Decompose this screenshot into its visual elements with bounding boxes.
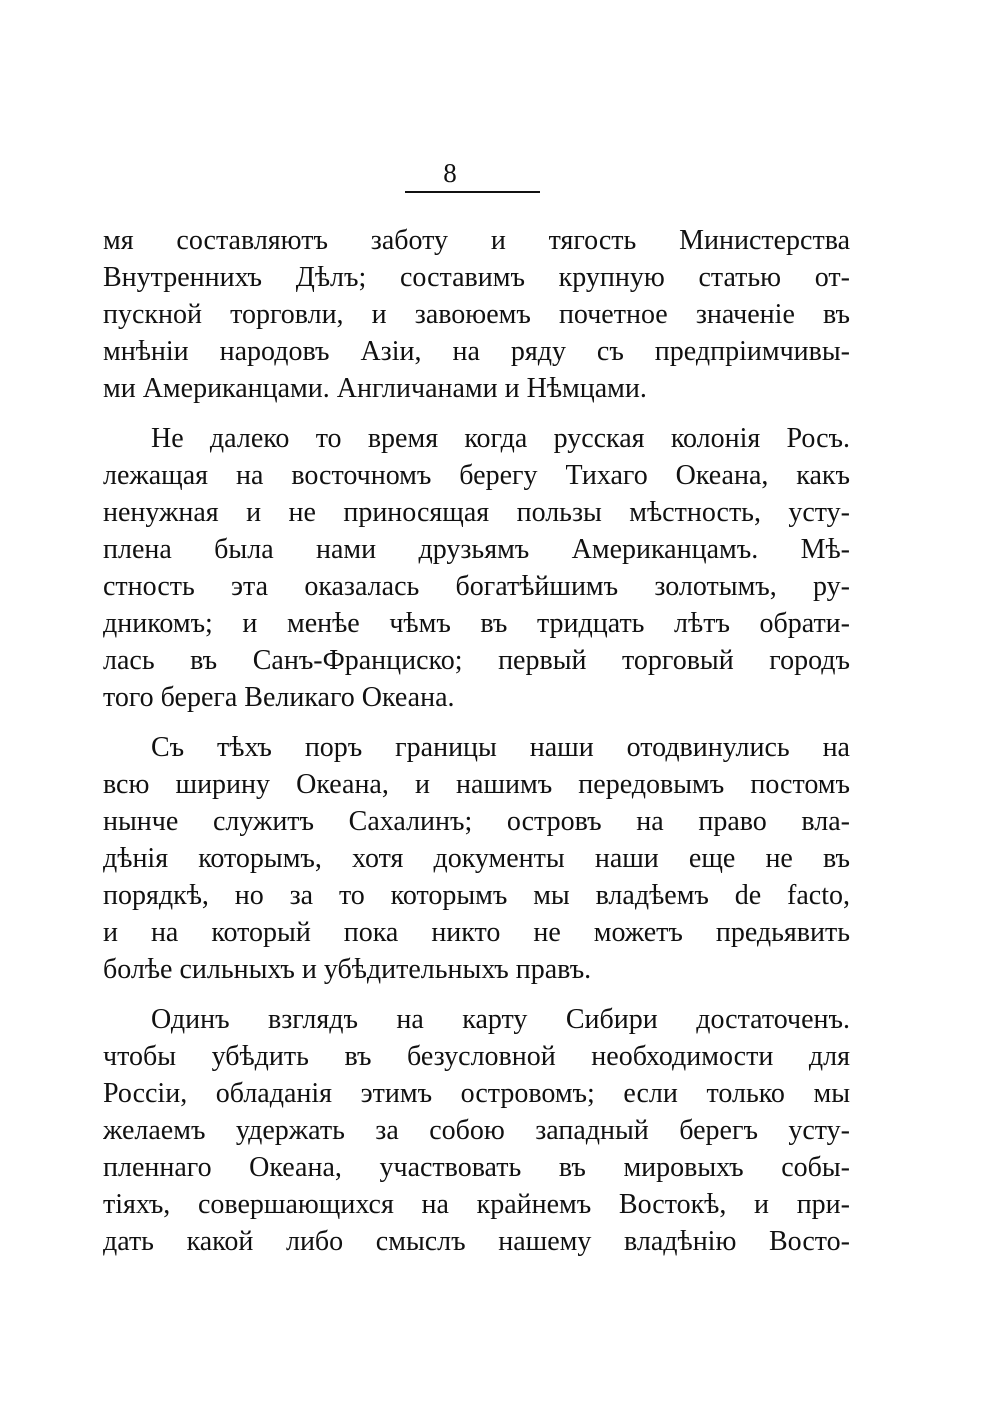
header-rule xyxy=(405,191,540,193)
text-line: того берега Великаго Океана. xyxy=(103,682,455,713)
text-line: пускной торговли, и завоюемъ почетное значенiе въ xyxy=(103,299,850,330)
text-line: дать какой либо смыслъ нашему владѣнiю Восто- xyxy=(103,1226,850,1257)
text-line: лась въ Санъ-Франциско; первый торговый городъ xyxy=(103,645,850,676)
paragraph xyxy=(103,729,850,988)
text-line: порядкѣ, но за то которымъ мы владѣемъ de facto, xyxy=(103,880,850,911)
paragraph xyxy=(103,222,850,407)
paragraph-gap xyxy=(103,716,850,729)
text-line: мя составляютъ заботу и тягость Министерства xyxy=(103,225,850,256)
text-line: дѣнiя которымъ, хотя документы наши еще не въ xyxy=(103,843,850,874)
text-line: Внутреннихъ Дѣлъ; составимъ крупную статью от- xyxy=(103,262,850,293)
text-line: Не далеко то время когда русская колонiя Росъ. xyxy=(151,423,850,454)
text-line: Съ тѣхъ поръ границы наши отодвинулись на xyxy=(151,732,850,763)
text-line: чтобы убѣдить въ безусловной необходимости для xyxy=(103,1041,850,1072)
body-text xyxy=(103,222,850,1260)
text-line: всю ширину Океана, и нашимъ передовымъ постомъ xyxy=(103,769,850,800)
text-line: тiяхъ, совершающихся на крайнемъ Востокѣ, и при- xyxy=(103,1189,850,1220)
text-line: и на который пока никто не можетъ предьявить xyxy=(103,917,850,948)
text-line: лежащая на восточномъ берегу Тихаго Океана, какъ xyxy=(103,460,850,491)
text-line: ненужная и не приносящая пользы мѣстность, усту- xyxy=(103,497,850,528)
paragraph-gap xyxy=(103,988,850,1001)
text-line: плена была нами друзьямъ Американцамъ. Мѣ- xyxy=(103,534,850,565)
text-line: ми Американцами. Англичанами и Нѣмцами. xyxy=(103,373,647,404)
page-number: 8 xyxy=(443,158,457,188)
text-line: Россiи, обладанiя этимъ островомъ; если только мы xyxy=(103,1078,850,1109)
text-line: дникомъ; и менѣе чѣмъ въ тридцать лѣтъ обрати- xyxy=(103,608,850,639)
text-line: желаемъ удержать за собою западный берегъ усту- xyxy=(103,1115,850,1146)
paragraph-gap xyxy=(103,407,850,420)
paragraph xyxy=(103,420,850,716)
text-line: пленнаго Океана, участвовать въ мировыхъ собы- xyxy=(103,1152,850,1183)
text-line: Одинъ взглядъ на карту Сибири достаточенъ. xyxy=(151,1004,850,1035)
text-line: нынче служитъ Сахалинъ; островъ на право вла- xyxy=(103,806,850,837)
text-line: стность эта оказалась богатѣйшимъ золотымъ, ру- xyxy=(103,571,850,602)
paragraph xyxy=(103,1001,850,1260)
text-line: болѣе сильныхъ и убѣдительныхъ правъ. xyxy=(103,954,592,985)
text-line: мнѣнiи народовъ Азiи, на ряду съ предпрiимчивы- xyxy=(103,336,850,367)
